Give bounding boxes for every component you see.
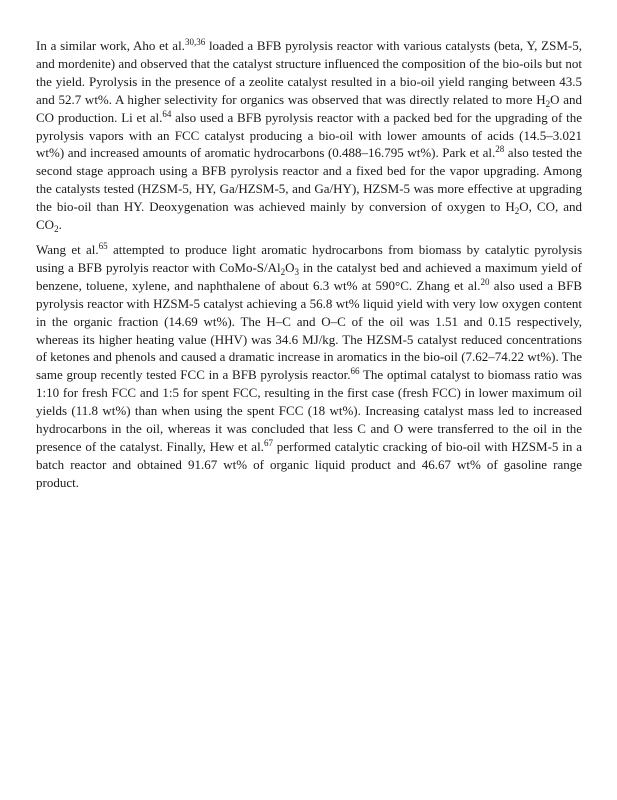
text-run: also tested the second stage approach using a BFB pyrolysis reactor and a fixed bed for the vapor upgrading. Among the catalysts tested (HZSM-5, HY, Ga/HZSM-5, and Ga/HY), HZSM-5 was more effective at upgrading the bio-oil than HY. Deoxygenation was achieved mainly by conversion of oxygen to H	[36, 145, 583, 215]
text-run: in the catalyst bed and achieved a maximum yield of benzene, toluene, xylene, and naphthalene of about 6.3 wt% at 590°C. Zhang et al.	[36, 259, 582, 293]
text-run: In a similar work, Aho et al.	[36, 38, 185, 53]
text-run: O, CO, and CO	[36, 199, 583, 233]
document-page	[36, 37, 582, 499]
citation-ref: 28	[495, 144, 505, 155]
paragraph-2	[36, 241, 582, 492]
subscript: 2	[545, 98, 551, 109]
citation-ref: 66	[350, 366, 360, 377]
text-run: attempted to produce light aromatic hydrocarbons from biomass by catalytic pyrolysis using a BFB pyrolyis reactor with CoMo-S/Al	[36, 241, 583, 275]
subscript: 2	[514, 206, 520, 217]
subscript: 3	[294, 266, 300, 277]
citation-ref: 65	[98, 240, 108, 251]
text-run: O and CO production. Li et al.	[36, 91, 582, 125]
paragraph-1	[36, 37, 582, 234]
citation-ref: 64	[162, 108, 172, 119]
citation-ref: 20	[480, 276, 490, 287]
text-run: loaded a BFB pyrolysis reactor with various catalysts (beta, Y, ZSM-5, and mordenite) and observed that the catalyst structure influenced the composition of the bio-oils but not the yield. Pyrolysis in the presence of a zeolite catalyst resulted in a bio-oil yield ranging between 43.5 and 52.7 wt%. A higher selectivity for organics was observed that was directly related to more H	[36, 38, 582, 107]
text-run: The optimal catalyst to biomass ratio was 1:10 for fresh FCC and 1:5 for spent FCC, resulting in the first case (fresh FCC) in lower maximum oil yields (11.8 wt%) than when using the spent FCC (18 wt%). Increasing catalyst mass led to increased hydrocarbons in the oil, whereas it was concluded that less C and O were transferred to the oil in the presence of the catalyst. Finally, Hew et al.	[36, 367, 582, 454]
text-run: also used a BFB pyrolysis reactor with HZSM-5 catalyst achieving a 56.8 wt% liquid yield with very low oxygen content in the organic fraction (14.69 wt%). The H–C and O–C of the oil was 1.51 and 0.15 respectively, whereas its higher heating value (HHV) was 34.6 MJ/kg. The HZSM-5 catalyst reduced concentrations of ketones and phenols and caused a dramatic increase in aromatics in the bio-oil (7.62–74.22 wt%). The same group recently tested FCC in a BFB pyrolysis reactor.	[36, 277, 582, 383]
citation-ref: 67	[263, 437, 273, 448]
subscript: 2	[54, 224, 59, 235]
subscript: 2	[280, 266, 286, 277]
text-run: Wang et al.	[36, 241, 99, 257]
text-run: performed catalytic cracking of bio-oil with HZSM-5 in a batch reactor and obtained 91.67 wt% of organic liquid product and 46.67 wt% of gasoline range product.	[36, 438, 582, 490]
text-run: also used a BFB pyrolysis reactor with a packed bed for the upgrading of the pyrolysis vapors with an FCC catalyst producing a bio-oil with lower amounts of acids (14.5–3.021 wt%) and increased amounts of aromatic hydrocarbons (0.488–16.795 wt%). Park et al.	[36, 109, 582, 161]
citation-ref: 30,36	[184, 37, 206, 47]
text-run: O	[285, 259, 295, 275]
text-run: .	[58, 217, 62, 233]
